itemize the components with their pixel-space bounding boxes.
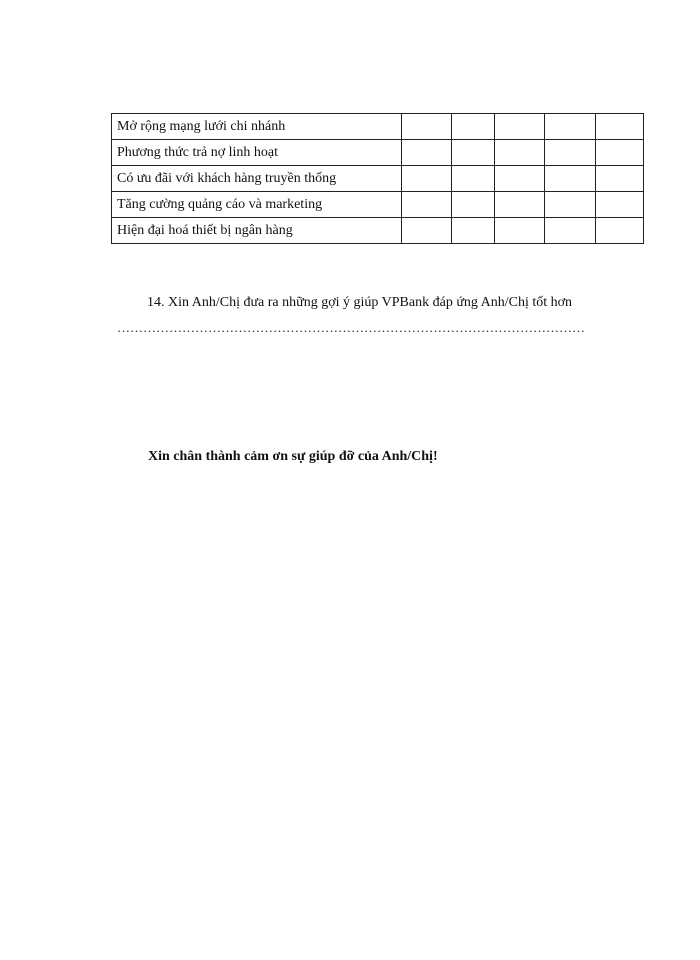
row-label: Tăng cường quảng cáo và marketing — [112, 192, 402, 218]
rating-table — [111, 113, 644, 244]
rating-cell-3[interactable] — [495, 192, 545, 218]
rating-cell-1[interactable] — [402, 140, 452, 166]
rating-cell-5[interactable] — [596, 140, 644, 166]
table-row — [112, 192, 644, 218]
rating-cell-1[interactable] — [402, 192, 452, 218]
rating-cell-1[interactable] — [402, 114, 452, 140]
rating-cell-5[interactable] — [596, 166, 644, 192]
rating-cell-4[interactable] — [545, 192, 596, 218]
rating-cell-3[interactable] — [495, 166, 545, 192]
rating-cell-4[interactable] — [545, 166, 596, 192]
question-14: 14. Xin Anh/Chị đưa ra những gợi ý giúp VPBank đáp ứng Anh/Chị tốt hơn — [147, 295, 573, 310]
table-row — [112, 140, 644, 166]
closing-thanks: Xin chân thành cảm ơn sự giúp đỡ của Anh/Chị! — [148, 449, 438, 464]
table-row — [112, 114, 644, 140]
table-row — [112, 218, 644, 244]
rating-cell-2[interactable] — [452, 114, 495, 140]
answer-line[interactable]: ……………………………………………………………………………………………… — [117, 320, 585, 335]
rating-cell-5[interactable] — [596, 114, 644, 140]
rating-cell-3[interactable] — [495, 114, 545, 140]
row-label: Phương thức trả nợ linh hoạt — [112, 140, 402, 166]
rating-cell-2[interactable] — [452, 218, 495, 244]
rating-cell-1[interactable] — [402, 218, 452, 244]
table-row — [112, 166, 644, 192]
row-label: Mở rộng mạng lưới chi nhánh — [112, 114, 402, 140]
rating-cell-2[interactable] — [452, 192, 495, 218]
rating-cell-4[interactable] — [545, 140, 596, 166]
rating-cell-4[interactable] — [545, 218, 596, 244]
rating-cell-4[interactable] — [545, 114, 596, 140]
rating-cell-1[interactable] — [402, 166, 452, 192]
rating-cell-2[interactable] — [452, 140, 495, 166]
row-label: Có ưu đãi với khách hàng truyền thống — [112, 166, 402, 192]
rating-cell-5[interactable] — [596, 218, 644, 244]
row-label: Hiện đại hoá thiết bị ngân hàng — [112, 218, 402, 244]
rating-cell-5[interactable] — [596, 192, 644, 218]
rating-cell-3[interactable] — [495, 218, 545, 244]
rating-cell-2[interactable] — [452, 166, 495, 192]
rating-cell-3[interactable] — [495, 140, 545, 166]
